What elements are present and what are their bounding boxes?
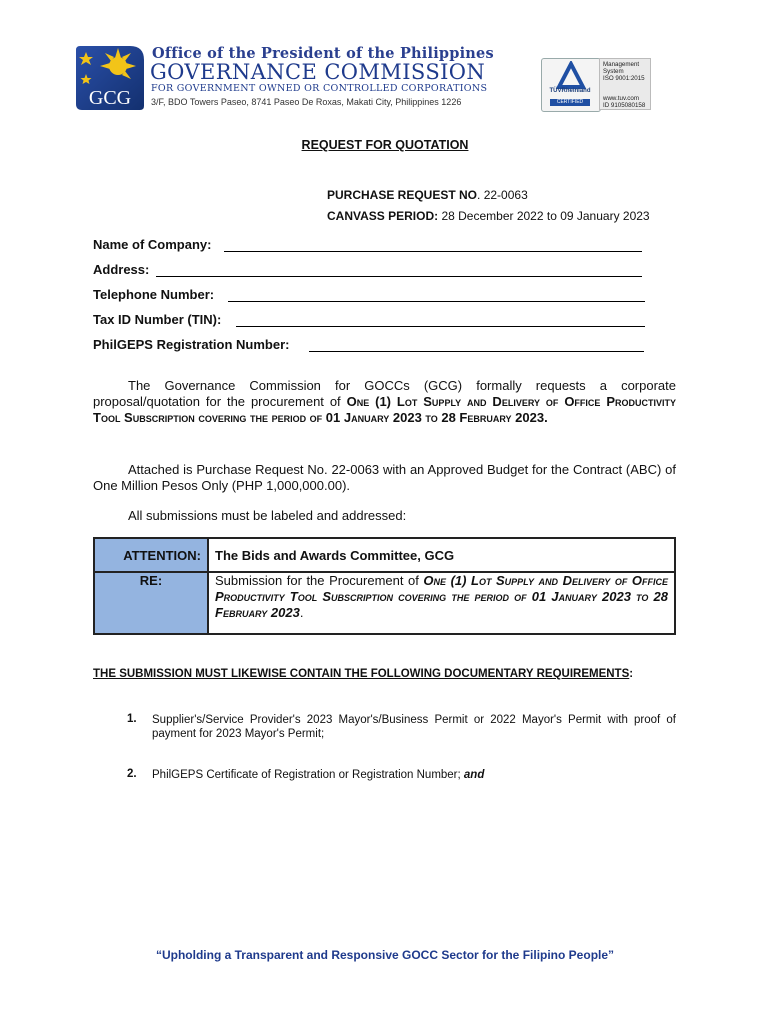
tuv-certified: CERTIFIED — [550, 99, 590, 106]
iso-line-2: System — [603, 68, 624, 76]
requirement-2-number: 2. — [127, 768, 137, 780]
field-philgeps-line[interactable] — [309, 351, 644, 352]
canvass-period-value: 28 December 2022 to 09 January 2023 — [438, 209, 650, 223]
field-telephone-label: Telephone Number: — [93, 287, 215, 302]
iso-line-1: Management — [603, 61, 640, 68]
field-address-label: Address: — [93, 262, 150, 277]
attention-table — [93, 537, 676, 635]
requirement-2-text — [152, 768, 676, 782]
field-telephone-line[interactable] — [228, 301, 645, 302]
submission-heading-colon: : — [629, 668, 634, 680]
requirement-2-body: PhilGEPS Certificate of Registration or Registration Number; — [152, 769, 464, 781]
submission-heading-text: THE SUBMISSION MUST LIKEWISE CONTAIN THE FOLLOWING DOCUMENTARY REQUIREMENTS — [93, 668, 630, 680]
field-tin-line[interactable] — [236, 326, 645, 327]
tuv-brand: TÜVRheinland — [549, 88, 591, 94]
purchase-request-label: PURCHASE REQUEST NO — [327, 188, 478, 202]
header-office: Office of the President of the Philippines — [152, 45, 494, 62]
tuv-triangle-icon — [559, 64, 583, 87]
field-company-label: Name of Company: — [93, 237, 212, 252]
field-tin-label: Tax ID Number (TIN): — [93, 312, 222, 327]
paragraph-request-emphasis: One (1) Lot Supply and Delivery of Office Productivity Tool Subscription covering the period of 01 January 2023 to 28 February 2023. — [93, 394, 677, 425]
attention-label: ATTENTION: — [94, 538, 208, 572]
re-value — [208, 572, 675, 634]
re-emphasis: One (1) Lot Supply and Delivery of Office Productivity Tool Subscription covering the period of 01 January 2023 to 28 February 2023 — [215, 573, 669, 620]
paragraph-labeling: All submissions must be labeled and addressed: — [128, 508, 407, 523]
document-title: REQUEST FOR QUOTATION — [301, 138, 469, 152]
re-label: RE: — [94, 572, 208, 634]
footer-tagline: “Upholding a Transparent and Responsive GOCC Sector for the Filipino People” — [155, 948, 615, 962]
gcg-logo — [74, 44, 146, 112]
requirement-2-emphasis: and — [463, 769, 485, 781]
svg-text:GCG: GCG — [88, 87, 132, 109]
attention-value: The Bids and Awards Committee, GCG — [208, 538, 675, 572]
submission-heading — [93, 668, 633, 680]
header-address: 3/F, BDO Towers Paseo, 8741 Paseo De Roxas, Makati City, Philippines 1226 — [151, 97, 462, 107]
paragraph-request-text: The Governance Commission for GOCCs (GCG) formally requests a corporate proposal/quotation for the procurement of — [93, 378, 676, 409]
iso-site: www.tuv.com — [603, 94, 639, 102]
requirement-1-number: 1. — [127, 713, 137, 725]
canvass-period-line — [327, 209, 650, 223]
canvass-period-label: CANVASS PERIOD: — [327, 209, 439, 223]
iso-badge — [599, 58, 651, 110]
iso-line-3: ISO 9001:2015 — [603, 75, 645, 83]
paragraph-budget: Attached is Purchase Request No. 22-0063 with an Approved Budget for the Contract (ABC) of One Million Pesos Only (PHP 1,000,000.00). — [93, 462, 676, 493]
requirement-1-text: Supplier's/Service Provider's 2023 Mayor's/Business Permit or 2022 Mayor's Permit with proof of payment for 2023 Mayor's Permit; — [152, 714, 676, 740]
paragraph-request — [93, 378, 676, 426]
field-philgeps-label: PhilGEPS Registration Number: — [93, 337, 290, 352]
re-prefix: Submission for the Procurement of — [215, 573, 424, 588]
field-company-line[interactable] — [224, 251, 642, 252]
header-agency: GOVERNANCE COMMISSION — [150, 60, 486, 84]
field-address-line[interactable] — [156, 276, 642, 277]
header-agency-sub: FOR GOVERNMENT OWNED OR CONTROLLED CORPORATIONS — [151, 83, 488, 94]
purchase-request-value: . 22-0063 — [477, 188, 528, 202]
purchase-request-line — [327, 188, 528, 202]
iso-id: ID 9105080158 — [603, 101, 646, 109]
re-suffix: . — [299, 605, 304, 620]
